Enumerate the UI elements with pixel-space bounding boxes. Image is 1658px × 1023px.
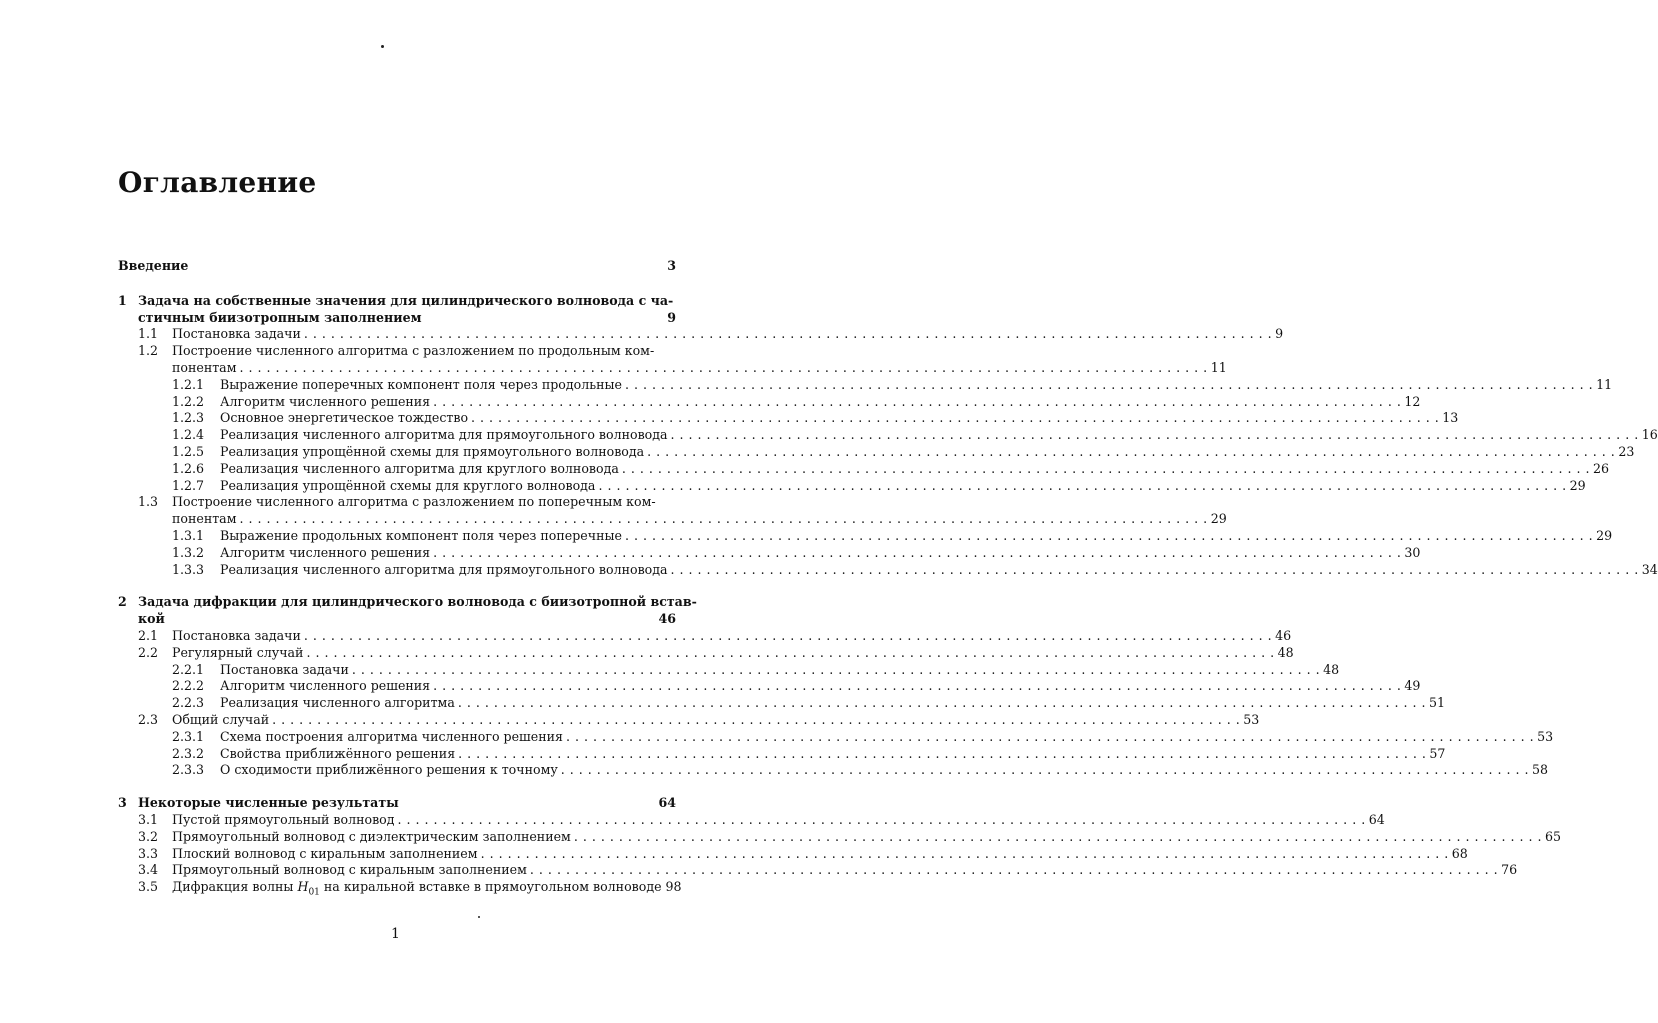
toc-entry[interactable] xyxy=(118,326,1284,343)
toc-entry-number: 2.3 xyxy=(138,711,159,727)
math-subscript: 01 xyxy=(308,887,320,898)
toc-entry-number: 2.3.1 xyxy=(172,728,205,744)
toc-entry-page: 64 xyxy=(1368,811,1385,827)
dot-leader xyxy=(306,645,1274,662)
dot-leader xyxy=(240,511,1208,528)
toc-entry-title: Прямоугольный волновод с киральным заполнением xyxy=(172,862,527,878)
dot-leader xyxy=(304,628,1272,645)
toc-entry-page: 30 xyxy=(1404,544,1421,560)
dot-leader xyxy=(625,377,1593,394)
toc-entry-page: 9 xyxy=(667,309,676,325)
toc-entry-page: 16 xyxy=(1641,427,1658,443)
toc-entry-title: Введение xyxy=(118,258,189,273)
toc-entry-number: 1.3.1 xyxy=(172,527,205,543)
toc-entry-page: 57 xyxy=(1429,745,1446,761)
toc-entry-number: 2 xyxy=(118,594,127,610)
toc-entry-page: 53 xyxy=(1243,711,1260,727)
toc-entry-number: 3.4 xyxy=(138,862,159,878)
toc-entry[interactable] xyxy=(118,644,1294,662)
toc-entry-page: 23 xyxy=(1618,443,1635,459)
toc-entry-number: 1.3.2 xyxy=(172,544,205,560)
dot-leader xyxy=(398,812,1366,829)
toc-entry-number: 2.1 xyxy=(138,627,159,643)
page-title: Оглавление xyxy=(118,166,317,199)
toc-entry-title: Пустой прямоугольный волновод xyxy=(172,811,395,827)
toc-entry-page: 48 xyxy=(1277,644,1294,660)
dot-leader xyxy=(530,862,1498,879)
toc-entry-title: Задача дифракции для цилиндрического волновода с биизотропной встав- xyxy=(138,594,697,610)
toc-entry-title: кой xyxy=(138,611,165,627)
toc-entry-number: 1.2 xyxy=(138,343,159,359)
toc-entry-title: Реализация численного алгоритма для прямоугольного волновода xyxy=(220,561,668,577)
toc-entry[interactable] xyxy=(118,661,1340,679)
toc-chapter-2[interactable] xyxy=(118,594,697,611)
toc-entry-title: Постановка задачи xyxy=(172,326,301,342)
toc-entry[interactable] xyxy=(118,862,1518,879)
dot-leader xyxy=(433,394,1401,411)
toc-entry-number: 3.1 xyxy=(138,811,159,827)
toc-entry-intro[interactable] xyxy=(118,258,676,275)
toc-entry-number: 3.5 xyxy=(138,879,159,895)
table-of-contents xyxy=(118,258,1658,898)
toc-entry[interactable] xyxy=(118,527,1613,545)
dot-leader xyxy=(433,678,1401,695)
toc-entry-number: 1.2.2 xyxy=(172,393,205,409)
toc-entry-page: 9 xyxy=(1275,326,1284,342)
toc-entry-title: Реализация численного алгоритма для прямоугольного волновода xyxy=(220,427,668,443)
scan-speck xyxy=(381,45,384,48)
toc-entry-title: Алгоритм численного решения xyxy=(220,393,431,409)
dot-leader xyxy=(671,562,1639,579)
dot-leader xyxy=(598,478,1566,495)
toc-entry-title: Выражение поперечных компонент поля через продольные xyxy=(220,376,622,392)
toc-entry[interactable] xyxy=(118,711,1260,729)
toc-entry-number: 1 xyxy=(118,292,127,308)
toc-entry-page: 58 xyxy=(1531,762,1548,778)
toc-entry[interactable] xyxy=(118,477,1586,495)
toc-entry-title: стичным биизотропным заполнением xyxy=(138,309,422,325)
toc-entry-title: Задача на собственные значения для цилиндрического волновода с ча- xyxy=(138,292,674,308)
dot-leader xyxy=(561,762,1529,779)
toc-entry[interactable] xyxy=(118,745,1446,763)
toc-chapter-1[interactable] xyxy=(118,293,676,310)
dot-leader xyxy=(272,712,1240,729)
toc-entry[interactable] xyxy=(118,845,1468,863)
toc-chapter-1-cont[interactable] xyxy=(118,310,676,327)
toc-entry[interactable] xyxy=(118,678,1421,695)
toc-entry-number: 2.2.2 xyxy=(172,678,205,694)
toc-entry-title: Реализация численного алгоритма для круглого волновода xyxy=(220,460,619,476)
toc-entry-title: Постановка задачи xyxy=(220,661,349,677)
toc-entry-page: 12 xyxy=(1404,393,1421,409)
toc-entry[interactable] xyxy=(118,410,1459,427)
toc-entry-number: 3.2 xyxy=(138,828,159,844)
toc-entry-title-end: на киральной вставке в прямоугольном волноводе xyxy=(319,879,662,895)
toc-entry-page: 76 xyxy=(1501,862,1518,878)
toc-entry[interactable] xyxy=(118,376,1613,394)
toc-entry-title: Построение численного алгоритма с разложением по поперечным ком- xyxy=(172,494,656,510)
scan-speck xyxy=(478,916,480,918)
dot-leader xyxy=(574,829,1542,846)
math-symbol: H xyxy=(297,879,309,895)
toc-entry[interactable] xyxy=(118,762,1548,779)
toc-entry-number: 1.3.3 xyxy=(172,561,205,577)
toc-entry[interactable] xyxy=(118,811,1385,829)
toc-entry-number: 1.2.3 xyxy=(172,410,205,426)
toc-entry-title: Прямоугольный волновод с диэлектрическим заполнением xyxy=(172,828,571,844)
toc-entry[interactable] xyxy=(118,695,1446,712)
toc-entry-title: Свойства приближённого решения xyxy=(220,745,456,761)
dot-leader xyxy=(647,444,1615,461)
toc-chapter-3[interactable] xyxy=(118,795,676,812)
toc-entry-cont[interactable] xyxy=(118,359,1227,377)
toc-entry-title: Основное энергетическое тождество xyxy=(220,410,469,426)
toc-entry-number: 1.3 xyxy=(138,494,159,510)
toc-entry[interactable] xyxy=(118,879,682,898)
toc-entry-page: 13 xyxy=(1442,410,1459,426)
toc-entry[interactable] xyxy=(118,393,1421,411)
toc-entry-number: 1.2.7 xyxy=(172,477,205,493)
toc-entry-page: 68 xyxy=(1451,845,1468,861)
toc-entry[interactable] xyxy=(118,728,1554,746)
toc-entry-title: Плоский волновод с киральным заполнением xyxy=(172,845,478,861)
toc-entry-title-start: Дифракция волны xyxy=(172,879,298,895)
dot-leader xyxy=(481,846,1449,863)
dot-leader xyxy=(240,360,1208,377)
toc-entry[interactable] xyxy=(118,343,676,360)
toc-entry[interactable] xyxy=(118,561,1658,579)
toc-entry[interactable] xyxy=(118,828,1562,846)
toc-entry[interactable] xyxy=(118,443,1635,461)
page-number: 1 xyxy=(391,926,400,942)
toc-entry-title: О сходимости приближённого решения к точному xyxy=(220,762,558,778)
dot-leader xyxy=(433,545,1401,562)
toc-entry-page: 11 xyxy=(1210,359,1227,375)
toc-entry-page: 3 xyxy=(667,258,676,273)
toc-entry-page: 53 xyxy=(1537,728,1554,744)
toc-entry-title: Регулярный случай xyxy=(172,644,304,660)
dot-leader xyxy=(622,461,1590,478)
toc-entry-page: 11 xyxy=(1596,376,1613,392)
toc-chapter-2-cont[interactable] xyxy=(118,611,676,628)
toc-entry-title: Реализация упрощённой схемы для круглого волновода xyxy=(220,477,596,493)
toc-entry-page: 49 xyxy=(1404,678,1421,694)
toc-entry-page: 98 xyxy=(665,879,682,895)
toc-entry-title: Общий случай xyxy=(172,711,270,727)
dot-leader xyxy=(304,326,1272,343)
toc-entry[interactable] xyxy=(118,427,1658,444)
toc-entry-title: Реализация численного алгоритма xyxy=(220,695,455,711)
toc-entry-cont[interactable] xyxy=(118,511,1227,528)
toc-entry-page: 46 xyxy=(1275,627,1292,643)
toc-entry-number: 1.2.5 xyxy=(172,443,205,459)
dot-leader xyxy=(625,528,1593,545)
toc-entry-number: 1.2.1 xyxy=(172,376,205,392)
toc-entry-title: Выражение продольных компонент поля через поперечные xyxy=(220,527,622,543)
toc-entry-number: 2.3.2 xyxy=(172,745,205,761)
toc-entry-page: 29 xyxy=(1569,477,1586,493)
toc-entry-title: Постановка задачи xyxy=(172,627,301,643)
toc-entry-title: Построение численного алгоритма с разложением по продольным ком- xyxy=(172,343,655,359)
toc-entry-number: 2.2 xyxy=(138,644,159,660)
toc-entry-number: 2.2.3 xyxy=(172,695,205,711)
dot-leader xyxy=(671,427,1639,444)
toc-entry-title: Алгоритм численного решения xyxy=(220,544,431,560)
toc-entry-page: 46 xyxy=(658,611,676,627)
toc-entry-title: Некоторые численные результаты xyxy=(138,795,399,811)
toc-entry-number: 3 xyxy=(118,795,127,811)
toc-entry-page: 29 xyxy=(1596,527,1613,543)
toc-entry-number: 1.1 xyxy=(138,326,159,342)
toc-entry[interactable] xyxy=(118,460,1610,478)
toc-entry-number: 3.3 xyxy=(138,845,159,861)
dot-leader xyxy=(566,729,1534,746)
dot-leader xyxy=(471,410,1439,427)
toc-entry-title xyxy=(172,879,662,896)
toc-entry-title: Реализация упрощённой схемы для прямоугольного волновода xyxy=(220,443,645,459)
toc-entry-title: понентам xyxy=(172,511,237,527)
dot-leader xyxy=(458,746,1426,763)
toc-entry-page: 34 xyxy=(1641,561,1658,577)
dot-leader xyxy=(458,695,1426,712)
toc-entry[interactable] xyxy=(118,627,1292,645)
toc-entry-page: 65 xyxy=(1545,828,1562,844)
toc-entry-title: Схема построения алгоритма численного решения xyxy=(220,728,563,744)
toc-entry-page: 26 xyxy=(1593,460,1610,476)
toc-entry-page: 48 xyxy=(1323,661,1340,677)
toc-entry[interactable] xyxy=(118,494,676,511)
toc-entry-title: понентам xyxy=(172,359,237,375)
toc-entry-page: 64 xyxy=(658,795,676,811)
dot-leader xyxy=(352,662,1320,679)
toc-entry-title: Алгоритм численного решения xyxy=(220,678,431,694)
toc-entry-number: 2.3.3 xyxy=(172,762,205,778)
toc-entry-page: 51 xyxy=(1429,695,1446,711)
toc-entry[interactable] xyxy=(118,544,1421,562)
toc-entry-number: 1.2.4 xyxy=(172,427,205,443)
toc-entry-number: 1.2.6 xyxy=(172,460,205,476)
toc-entry-number: 2.2.1 xyxy=(172,661,205,677)
toc-entry-page: 29 xyxy=(1210,511,1227,527)
